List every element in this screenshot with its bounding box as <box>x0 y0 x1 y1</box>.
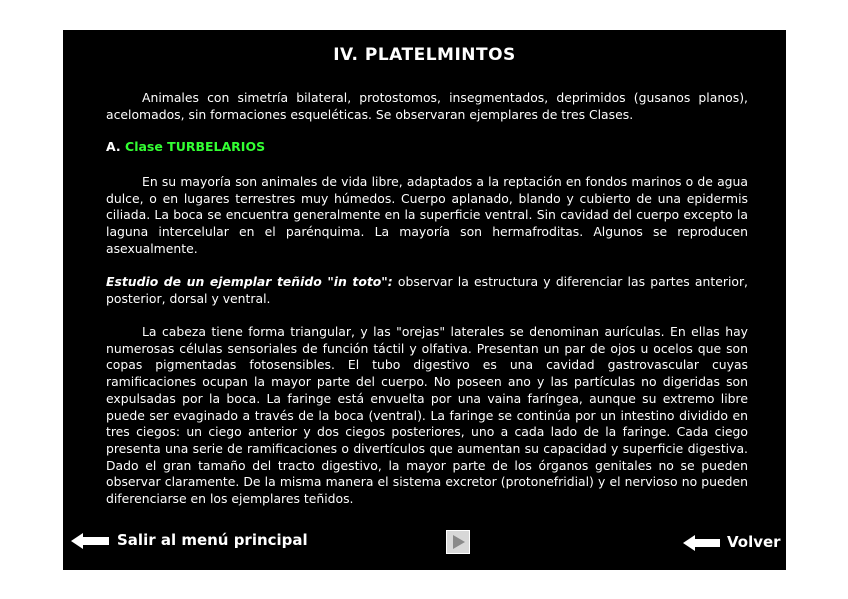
play-icon <box>453 535 465 549</box>
section-class-name: Clase TURBELARIOS <box>125 139 266 154</box>
play-button[interactable] <box>446 530 470 554</box>
anatomy-paragraph: La cabeza tiene forma triangular, y las "orejas" laterales se denominan aurículas. En ellas hay numerosas células sensoriales de función táctil y olfativa. Presentan un par de ojos u ocelos que son copas pigmentadas fotosensibles. El tubo digestivo es una cavidad gastrovascular cuyas ramificaciones ocupan la mayor parte del cuerpo. No poseen ano y las partículas no digeridas son expulsadas por la boca. La faringe está envuelta por una vaina faríngea, aunque su extremo libre puede ser evaginado a través de la boca (ventral). La faringe se continúa por un intestino dividido en tres ciegos: un ciego anterior y dos ciegos posteriores, uno a cada lado de la faringe. Cada ciego presenta una serie de ramificaciones o divertículos que aumentan su capacidad y superficie digestiva. Dado el gran tamaño del tracto digestivo, la mayor parte de los órganos genitales no se pueden observar claramente. De la misma manera el sistema excretor (protonefridial) y el nervioso no pueden diferenciarse en los ejemplares teñidos. <box>106 324 748 507</box>
study-text: observar la estructura y diferenciar las partes anterior, posterior, dorsal y ventral. <box>106 274 749 306</box>
study-paragraph <box>106 274 748 307</box>
description-paragraph: En su mayoría son animales de vida libre, adaptados a la reptación en fondos marinos o de agua dulce, o en lugares terrestres muy húmedos. Cuerpo aplanado, blando y cubierto de una epidermis ciliada. La boca se encuentra generalmente en la superficie ventral. Sin cavidad del cuerpo excepto la laguna intercelular en el parénquima. La mayoría son hermafroditas. Algunos se reproducen asexualmente. <box>106 174 748 256</box>
intro-paragraph: Animales con simetría bilateral, protostomos, insegmentados, deprimidos (gusanos planos), acelomados, sin formaciones esqueléticas. Se observaran ejemplares de tres Clases. <box>106 90 748 122</box>
study-heading: Estudio de un ejemplar teñido "in toto": <box>106 274 393 289</box>
back-button[interactable] <box>683 532 783 556</box>
main-menu-button[interactable] <box>71 530 308 554</box>
main-menu-label: Salir al menú principal <box>117 531 308 549</box>
back-label: Volver <box>727 533 781 551</box>
section-letter: A. <box>106 139 121 154</box>
page-title: IV. PLATELMINTOS <box>333 45 516 65</box>
section-heading <box>106 139 265 155</box>
content-panel <box>63 30 786 570</box>
